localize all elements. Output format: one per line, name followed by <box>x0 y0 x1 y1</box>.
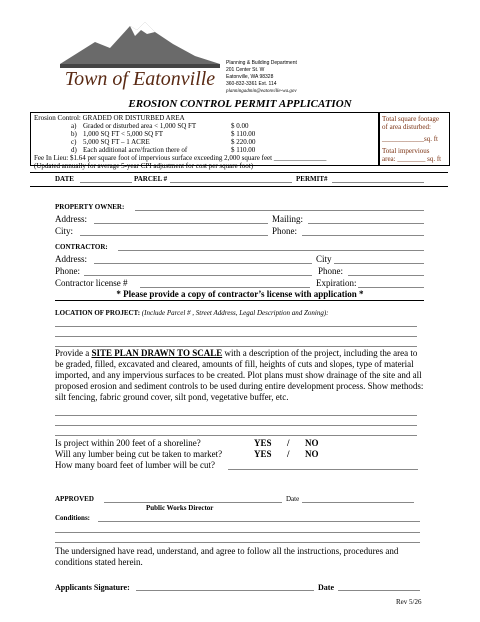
lumber-yes[interactable]: YES <box>254 449 272 459</box>
fee-amount: $ 110.00 <box>231 130 256 138</box>
site-plan-lead: Provide a <box>55 348 92 358</box>
impervious-label: Total impervious <box>382 147 430 155</box>
fee-amount: $ 110.00 <box>231 146 256 154</box>
contractor-city-field[interactable] <box>334 263 424 264</box>
fee-amount: $ 220.00 <box>231 138 256 146</box>
contractor-phone2-field[interactable] <box>348 275 424 276</box>
contractor-expiration-label: Expiration: <box>316 278 357 288</box>
fee-desc: Each additional acre/fraction there of <box>83 146 188 154</box>
contractor-heading: CONTRACTOR: <box>55 243 108 251</box>
owner-address-field[interactable] <box>94 223 268 224</box>
conditions-line[interactable] <box>55 532 420 533</box>
description-line[interactable] <box>55 435 417 436</box>
approved-field[interactable] <box>104 502 282 503</box>
owner-mailing-label: Mailing: <box>272 214 303 224</box>
revision-label: Rev 5/26 <box>396 598 422 606</box>
location-line[interactable] <box>55 326 417 327</box>
contractor-license-label: Contractor license # <box>55 278 128 288</box>
shoreline-sep: / <box>287 438 290 448</box>
fee-amount: $ 0.00 <box>231 122 249 130</box>
contractor-phone-label: Phone: <box>55 266 81 276</box>
street: 201 Center St. W <box>226 67 265 73</box>
contractor-license-field[interactable] <box>140 287 310 288</box>
date-label: DATE <box>55 175 74 183</box>
location-line[interactable] <box>55 336 417 337</box>
department-address <box>226 60 297 95</box>
agreement-text: The undersigned have read, understand, and agree to follow all the instructions, procedures and conditions stated herein. <box>55 546 399 567</box>
approved-date-field[interactable] <box>302 502 414 503</box>
impervious-field[interactable]: area: ________ sq. ft <box>382 155 442 163</box>
owner-phone-field[interactable] <box>302 235 424 236</box>
conditions-label: Conditions: <box>55 514 91 522</box>
owner-heading: PROPERTY OWNER: <box>55 203 125 211</box>
fee-letter: c) <box>71 138 77 146</box>
fee-letter: b) <box>71 130 77 138</box>
signature-date-field[interactable] <box>338 590 420 591</box>
owner-city-label: City: <box>55 226 74 236</box>
location-heading: LOCATION OF PROJECT: <box>55 309 141 317</box>
description-line[interactable] <box>55 415 417 416</box>
fee-heading: Erosion Control: GRADED OR DISTURBED AREA <box>34 114 185 122</box>
lumber-no[interactable]: NO <box>305 449 319 459</box>
site-plan-instructions <box>55 348 425 403</box>
divider <box>55 300 424 301</box>
fee-desc: 1,000 SQ FT < 5,000 SQ FT <box>83 130 164 138</box>
license-notice: * Please provide a copy of contractor’s license with application * <box>116 289 364 299</box>
signature-label: Applicants Signature: <box>55 583 130 592</box>
lumber-market-question: Will any lumber being cut be taken to market? <box>55 449 223 459</box>
owner-phone-label: Phone: <box>272 226 298 236</box>
lumber-sep: / <box>287 449 290 459</box>
shoreline-no[interactable]: NO <box>305 438 319 448</box>
parcel-label: PARCEL # <box>134 175 168 183</box>
form-title: EROSION CONTROL PERMIT APPLICATION <box>128 98 352 110</box>
fee-note: (Updated annually for average 5-year CPI adjustment for cost per square foot) <box>34 162 254 170</box>
fee-schedule-box <box>30 112 380 170</box>
fee-desc: Graded or disturbed area < 1,000 SQ FT <box>83 122 197 130</box>
site-plan-text: with a description of the project, including the area to be graded, filled, excavated and cleared, amounts of fill, heights of cuts and slopes, type of material imported, and any impervious surfaces to be created. Plot plans must show drainage of the site and all proposed erosion and sediment controls to be used during entire development process. Show methods: silt fencing, fabric ground cover, silt pond, vegetative buffer, etc. <box>55 348 424 402</box>
location-label <box>55 309 329 317</box>
area-totals-box <box>378 112 450 166</box>
fee-desc: 5,000 SQ FT – 1 ACRE <box>83 138 150 146</box>
city-state-zip: Eatonville, WA 98328 <box>226 74 274 80</box>
location-line[interactable] <box>55 346 417 347</box>
date-field[interactable] <box>80 182 132 183</box>
town-name-logo: Town of Eatonville <box>64 68 216 90</box>
fee-in-lieu: Fee In Lieu: $1.64 per square foot of impervious surface exceeding 2,000 square feet _______________ <box>34 154 327 162</box>
divider <box>30 186 448 187</box>
permit-field[interactable] <box>332 182 424 183</box>
owner-city-field[interactable] <box>80 235 268 236</box>
conditions-line[interactable] <box>98 521 420 522</box>
department-name: Planning & Building Department <box>226 60 297 66</box>
board-feet-field[interactable] <box>228 469 418 470</box>
contractor-city-label: City <box>316 254 332 264</box>
owner-mailing-field[interactable] <box>308 223 424 224</box>
fee-letter: d) <box>71 146 77 154</box>
owner-address-label: Address: <box>55 214 87 224</box>
phone: 360-832-3361 Ext. 114 <box>226 81 277 87</box>
director-caption: Public Works Director <box>146 504 214 512</box>
signature-date-label: Date <box>318 583 334 592</box>
contractor-phone2-label: Phone: <box>318 266 344 276</box>
fee-letter: a) <box>71 122 77 130</box>
approved-label: APPROVED <box>55 495 94 503</box>
permit-label: PERMIT# <box>296 175 328 183</box>
contractor-address-field[interactable] <box>94 263 312 264</box>
signature-field[interactable] <box>136 590 314 591</box>
owner-name-field[interactable] <box>135 210 424 211</box>
parcel-field[interactable] <box>170 182 292 183</box>
sqft-field[interactable]: ____________sq. ft <box>382 135 438 143</box>
conditions-line[interactable] <box>55 542 420 543</box>
town-logo <box>55 12 225 92</box>
shoreline-question: Is project within 200 feet of a shoreline? <box>55 438 201 448</box>
location-hint: (Include Parcel # , Street Address, Legal Description and Zoning): <box>141 309 329 317</box>
divider <box>30 172 448 173</box>
contractor-name-field[interactable] <box>118 250 424 251</box>
approved-date-label: Date <box>286 495 300 503</box>
sqft-label: Total square footage of area disturbed: <box>382 115 440 131</box>
contractor-address-label: Address: <box>55 254 87 264</box>
email: planningadmin@eatonville-wa.gov <box>226 89 297 94</box>
description-line[interactable] <box>55 425 417 426</box>
site-plan-emphasis: SITE PLAN DRAWN TO SCALE <box>91 348 223 358</box>
contractor-phone-field[interactable] <box>84 275 312 276</box>
shoreline-yes[interactable]: YES <box>254 438 272 448</box>
board-feet-question: How many board feet of lumber will be cut? <box>55 460 215 470</box>
contractor-expiration-field[interactable] <box>358 287 424 288</box>
